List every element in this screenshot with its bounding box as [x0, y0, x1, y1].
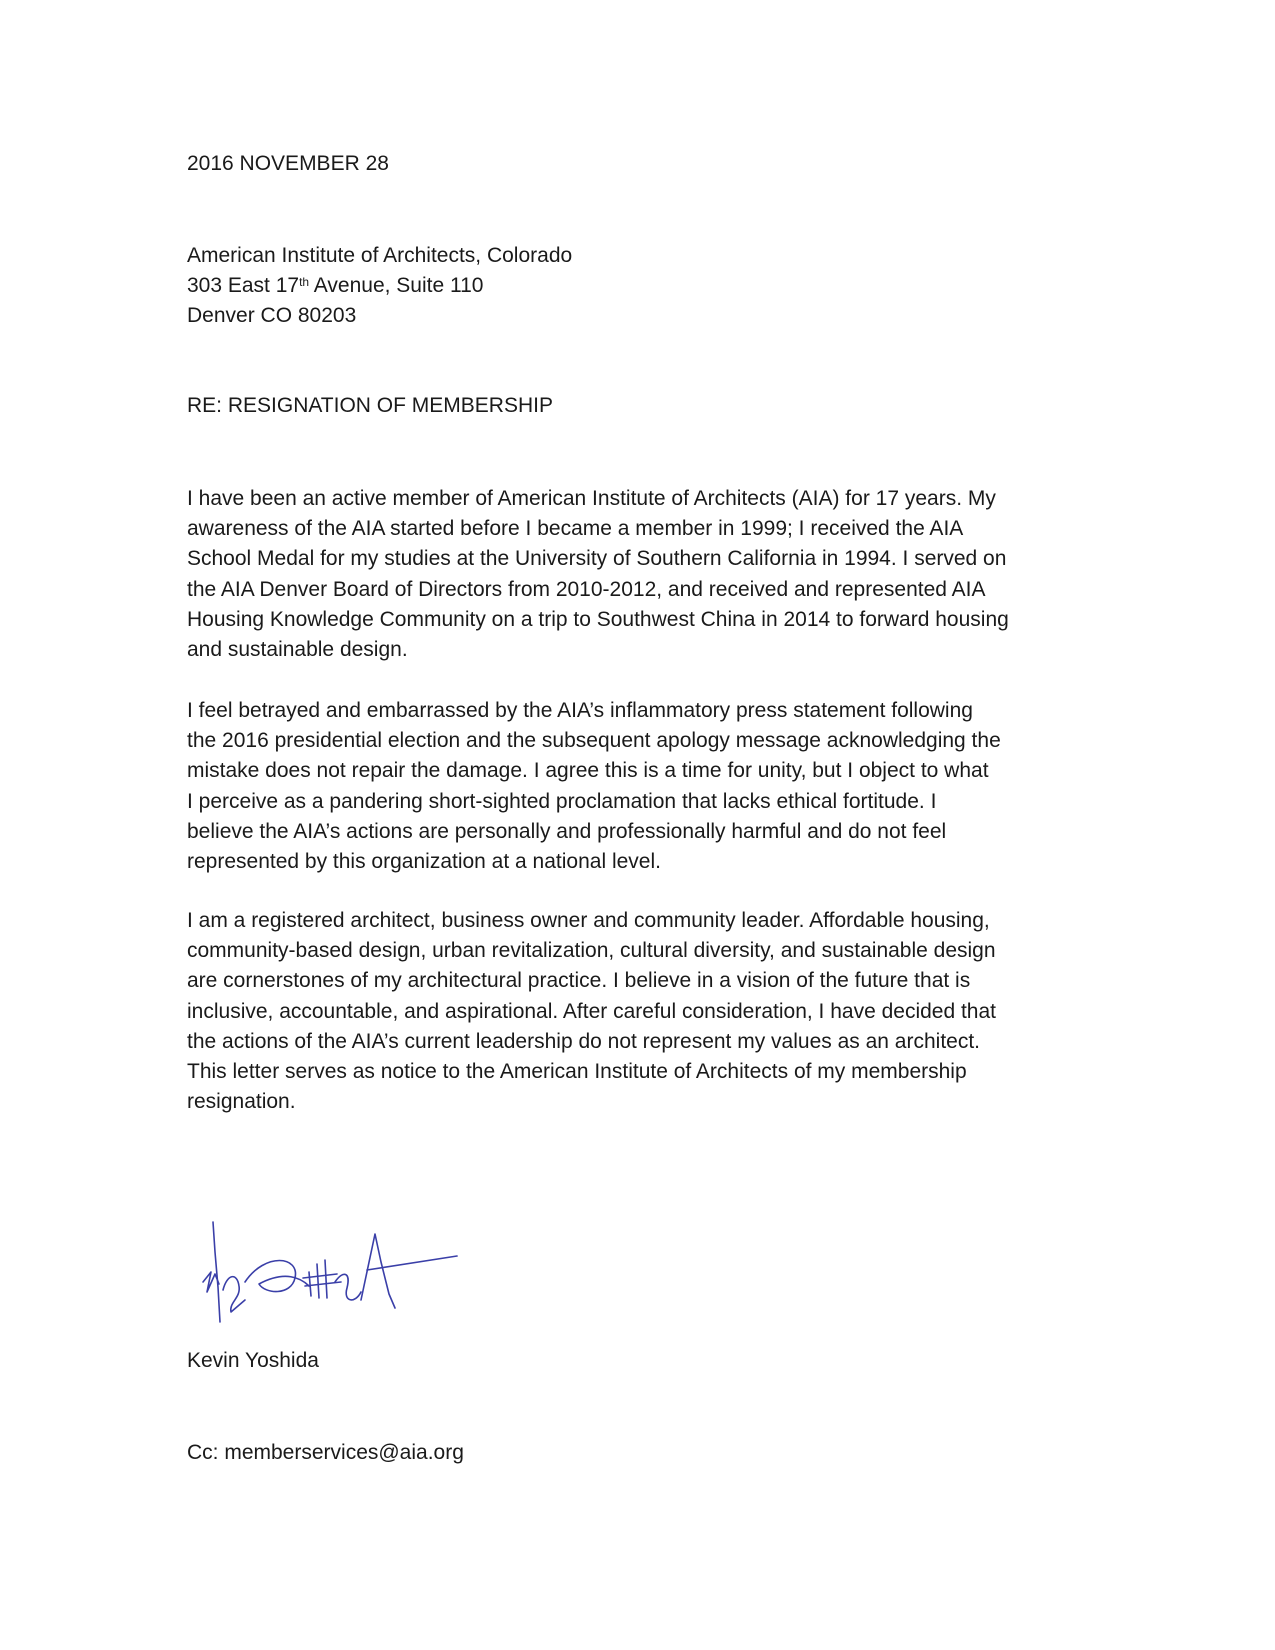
paragraph-line: I feel betrayed and embarrassed by the AIA’s inflammatory press statement following [187, 699, 973, 722]
paragraph-line: represented by this organization at a national level. [187, 850, 661, 874]
paragraph-line: believe the AIA’s actions are personally and professionally harmful and do not feel [187, 819, 947, 843]
paragraph-line: the 2016 presidential election and the subsequent apology message acknowledging the [187, 729, 1001, 753]
paragraph-line: community-based design, urban revitalization, cultural diversity, and sustainable design [187, 939, 996, 963]
signature-stroke [335, 1274, 361, 1300]
letter-subject: RE: RESIGNATION OF MEMBERSHIP [187, 394, 553, 417]
handwritten-signature [185, 1212, 505, 1347]
paragraph-line: the actions of the AIA’s current leadership do not represent my values as an architect. [187, 1029, 980, 1053]
street-prefix: 303 East 17 [187, 274, 300, 297]
paragraph-line: This letter serves as notice to the American Institute of Architects of my membership [187, 1060, 967, 1084]
signature-stroke [309, 1260, 327, 1298]
body-paragraph-2 [187, 696, 1087, 877]
street-suffix: Avenue, Suite 110 [309, 274, 484, 297]
letter-date: 2016 NOVEMBER 28 [187, 152, 389, 175]
street-ordinal: th [299, 275, 310, 289]
paragraph-line: I am a registered architect, business owner and community leader. Affordable housing, [187, 909, 990, 932]
body-paragraph-3 [187, 906, 1087, 1117]
body-paragraph-1 [187, 484, 1087, 665]
signature-stroke [361, 1234, 395, 1308]
paragraph-line: awareness of the AIA started before I became a member in 1999; I received the AIA [187, 517, 964, 541]
paragraph-line: School Medal for my studies at the University of Southern California in 1994. I served on [187, 547, 1007, 571]
paragraph-line: and sustainable design. [187, 638, 408, 662]
paragraph-line: resignation. [187, 1090, 296, 1114]
recipient-organization: American Institute of Architects, Colorado [187, 244, 573, 267]
signature-stroke [245, 1261, 309, 1292]
paragraph-line: I have been an active member of American Institute of Architects (AIA) for 17 years. My [187, 487, 996, 510]
signature-stroke [213, 1222, 220, 1322]
paragraph-line: I perceive as a pandering short-sighted proclamation that lacks ethical fortitude. I [187, 789, 937, 813]
paragraph-line: the AIA Denver Board of Directors from 2010-2012, and received and represented AIA [187, 577, 986, 601]
recipient-street [187, 271, 483, 301]
paragraph-line: Housing Knowledge Community on a trip to Southwest China in 2014 to forward housing [187, 607, 1009, 631]
signer-name: Kevin Yoshida [187, 1349, 319, 1372]
recipient-city: Denver CO 80203 [187, 304, 357, 327]
paragraph-line: mistake does not repair the damage. I agree this is a time for unity, but I object to what [187, 759, 989, 783]
cc-line: Cc: memberservices@aia.org [187, 1441, 464, 1464]
signature-stroke [223, 1277, 245, 1312]
paragraph-line: inclusive, accountable, and aspirational. After careful consideration, I have decided that [187, 999, 997, 1023]
paragraph-line: are cornerstones of my architectural practice. I believe in a vision of the future that is [187, 969, 971, 993]
